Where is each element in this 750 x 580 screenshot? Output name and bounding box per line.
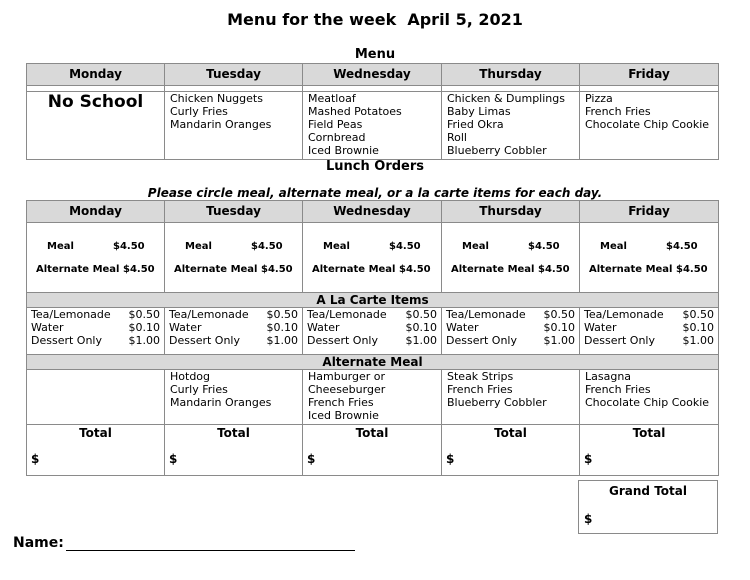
alternate-meal-heading: Alternate Meal bbox=[27, 355, 719, 370]
price-cell-tuesday bbox=[165, 223, 303, 293]
alternate-meal-price: $4.50 bbox=[538, 264, 570, 275]
alternate-item: Mandarin Oranges bbox=[170, 396, 272, 409]
a-la-carte-item[interactable]: Dessert Only $1.00 bbox=[169, 334, 298, 347]
meal-option[interactable]: Meal bbox=[47, 241, 74, 252]
alternate-item: Cheeseburger bbox=[308, 383, 386, 396]
a-la-carte-item[interactable]: Tea/Lemonade $0.50 bbox=[31, 308, 160, 321]
a-la-carte-item[interactable]: Water $0.10 bbox=[307, 321, 437, 334]
a-la-carte-heading: A La Carte Items bbox=[27, 293, 719, 308]
alternate-meal-option[interactable]: Alternate Meal bbox=[312, 264, 396, 275]
price-cell-thursday bbox=[442, 223, 580, 293]
alternate-item: Lasagna bbox=[585, 370, 632, 383]
menu-item: Blueberry Cobbler bbox=[447, 144, 547, 157]
dollar-sign: $ bbox=[584, 512, 593, 526]
alternate-meal-price: $4.50 bbox=[399, 264, 431, 275]
alternate-item: Blueberry Cobbler bbox=[447, 396, 547, 409]
total-label: Total bbox=[632, 426, 666, 440]
meal-price: $4.50 bbox=[528, 241, 560, 252]
order-day-header: Monday bbox=[27, 201, 165, 223]
menu-day-header: Tuesday bbox=[165, 64, 303, 86]
a-la-carte-cell bbox=[442, 308, 580, 355]
meal-price: $4.50 bbox=[251, 241, 283, 252]
total-cell-tuesday[interactable] bbox=[165, 425, 303, 476]
a-la-carte-cell bbox=[165, 308, 303, 355]
menu-item: Mashed Potatoes bbox=[308, 105, 402, 118]
page-title: Menu for the week April 5, 2021 bbox=[227, 10, 523, 29]
alternate-meal-wednesday-cell bbox=[303, 370, 442, 425]
a-la-carte-item[interactable]: Water $0.10 bbox=[169, 321, 298, 334]
alternate-item: French Fries bbox=[585, 383, 651, 396]
dollar-sign: $ bbox=[584, 452, 593, 466]
meal-option[interactable]: Meal bbox=[185, 241, 212, 252]
total-label: Total bbox=[217, 426, 250, 440]
a-la-carte-item[interactable]: Water $0.10 bbox=[446, 321, 575, 334]
menu-item: Baby Limas bbox=[447, 105, 511, 118]
menu-heading: Menu bbox=[354, 47, 396, 62]
order-day-header: Wednesday bbox=[303, 201, 442, 223]
menu-item: Chicken & Dumplings bbox=[447, 92, 565, 105]
menu-item: Pizza bbox=[585, 92, 613, 105]
alternate-meal-monday-cell bbox=[27, 370, 165, 425]
dollar-sign: $ bbox=[307, 452, 316, 466]
menu-item: Meatloaf bbox=[308, 92, 356, 105]
a-la-carte-item[interactable]: Tea/Lemonade $0.50 bbox=[446, 308, 575, 321]
menu-day-header: Wednesday bbox=[303, 64, 442, 86]
alternate-item: French Fries bbox=[308, 396, 374, 409]
order-table bbox=[26, 200, 719, 476]
price-cell-wednesday bbox=[303, 223, 442, 293]
menu-item: Mandarin Oranges bbox=[170, 118, 272, 131]
total-cell-friday[interactable] bbox=[580, 425, 719, 476]
total-cell-wednesday[interactable] bbox=[303, 425, 442, 476]
alternate-meal-option[interactable]: Alternate Meal bbox=[451, 264, 535, 275]
menu-day-header: Monday bbox=[27, 64, 165, 86]
grand-total-box[interactable] bbox=[578, 480, 718, 534]
alternate-item: Hotdog bbox=[170, 370, 211, 383]
a-la-carte-item[interactable]: Dessert Only $1.00 bbox=[446, 334, 575, 347]
dollar-sign: $ bbox=[169, 452, 178, 466]
menu-item: Cornbread bbox=[308, 131, 366, 144]
alternate-item: Chocolate Chip Cookie bbox=[585, 396, 710, 409]
instructions-text: Please circle meal, alternate meal, or a la carte items for each day. bbox=[147, 186, 603, 200]
price-cell-friday bbox=[580, 223, 719, 293]
menu-monday-cell bbox=[27, 92, 165, 160]
alternate-meal-option[interactable]: Alternate Meal bbox=[589, 264, 673, 275]
menu-item: Iced Brownie bbox=[308, 144, 379, 157]
total-label: Total bbox=[79, 426, 112, 440]
meal-option[interactable]: Meal bbox=[323, 241, 350, 252]
order-day-header: Friday bbox=[580, 201, 719, 223]
alternate-item: Iced Brownie bbox=[308, 409, 379, 422]
alternate-meal-price: $4.50 bbox=[261, 264, 293, 275]
total-label: Total bbox=[494, 426, 527, 440]
a-la-carte-cell bbox=[580, 308, 719, 355]
a-la-carte-cell bbox=[27, 308, 165, 355]
alternate-item: Steak Strips bbox=[447, 370, 514, 383]
alternate-meal-thursday-cell bbox=[442, 370, 580, 425]
menu-item: Chocolate Chip Cookie bbox=[585, 118, 710, 131]
name-label: Name: bbox=[13, 535, 64, 551]
menu-item: Fried Okra bbox=[447, 118, 504, 131]
price-cell-monday bbox=[27, 223, 165, 293]
total-cell-monday[interactable] bbox=[27, 425, 165, 476]
meal-price: $4.50 bbox=[113, 241, 145, 252]
menu-day-header: Friday bbox=[580, 64, 719, 86]
lunch-orders-heading: Lunch Orders bbox=[325, 159, 424, 174]
menu-item: French Fries bbox=[585, 105, 651, 118]
menu-table bbox=[26, 63, 719, 160]
a-la-carte-item[interactable]: Dessert Only $1.00 bbox=[584, 334, 714, 347]
meal-option[interactable]: Meal bbox=[600, 241, 627, 252]
a-la-carte-item[interactable]: Tea/Lemonade $0.50 bbox=[584, 308, 714, 321]
alternate-item: Hamburger or bbox=[308, 370, 386, 383]
menu-thursday-cell bbox=[442, 92, 580, 160]
alternate-meal-option[interactable]: Alternate Meal bbox=[36, 264, 120, 275]
total-cell-thursday[interactable] bbox=[442, 425, 580, 476]
a-la-carte-item[interactable]: Tea/Lemonade $0.50 bbox=[307, 308, 437, 321]
total-label: Total bbox=[355, 426, 389, 440]
menu-item: Chicken Nuggets bbox=[170, 92, 263, 105]
alternate-meal-friday-cell bbox=[580, 370, 719, 425]
a-la-carte-item[interactable]: Water $0.10 bbox=[584, 321, 714, 334]
order-day-header: Thursday bbox=[442, 201, 580, 223]
alternate-meal-price: $4.50 bbox=[676, 264, 708, 275]
menu-wednesday-cell bbox=[303, 92, 442, 160]
menu-item: Field Peas bbox=[308, 118, 363, 131]
no-school-label: No School bbox=[47, 92, 144, 112]
a-la-carte-item[interactable]: Water $0.10 bbox=[31, 321, 160, 334]
a-la-carte-item[interactable]: Tea/Lemonade $0.50 bbox=[169, 308, 298, 321]
dollar-sign: $ bbox=[446, 452, 455, 466]
alternate-item: Curly Fries bbox=[170, 383, 228, 396]
order-day-header: Tuesday bbox=[165, 201, 303, 223]
meal-price: $4.50 bbox=[666, 241, 698, 252]
a-la-carte-item[interactable]: Dessert Only $1.00 bbox=[31, 334, 160, 347]
a-la-carte-cell bbox=[303, 308, 442, 355]
alternate-meal-price: $4.50 bbox=[123, 264, 155, 275]
menu-tuesday-cell bbox=[165, 92, 303, 160]
name-field-line[interactable] bbox=[66, 550, 355, 551]
alternate-meal-tuesday-cell bbox=[165, 370, 303, 425]
a-la-carte-item[interactable]: Dessert Only $1.00 bbox=[307, 334, 437, 347]
dollar-sign: $ bbox=[31, 452, 40, 466]
alternate-meal-option[interactable]: Alternate Meal bbox=[174, 264, 258, 275]
menu-item: Roll bbox=[447, 131, 467, 144]
menu-item: Curly Fries bbox=[170, 105, 228, 118]
meal-option[interactable]: Meal bbox=[462, 241, 489, 252]
grand-total-label: Grand Total bbox=[609, 484, 687, 498]
meal-price: $4.50 bbox=[389, 241, 421, 252]
alternate-item: French Fries bbox=[447, 383, 513, 396]
menu-friday-cell bbox=[580, 92, 719, 160]
menu-day-header: Thursday bbox=[442, 64, 580, 86]
